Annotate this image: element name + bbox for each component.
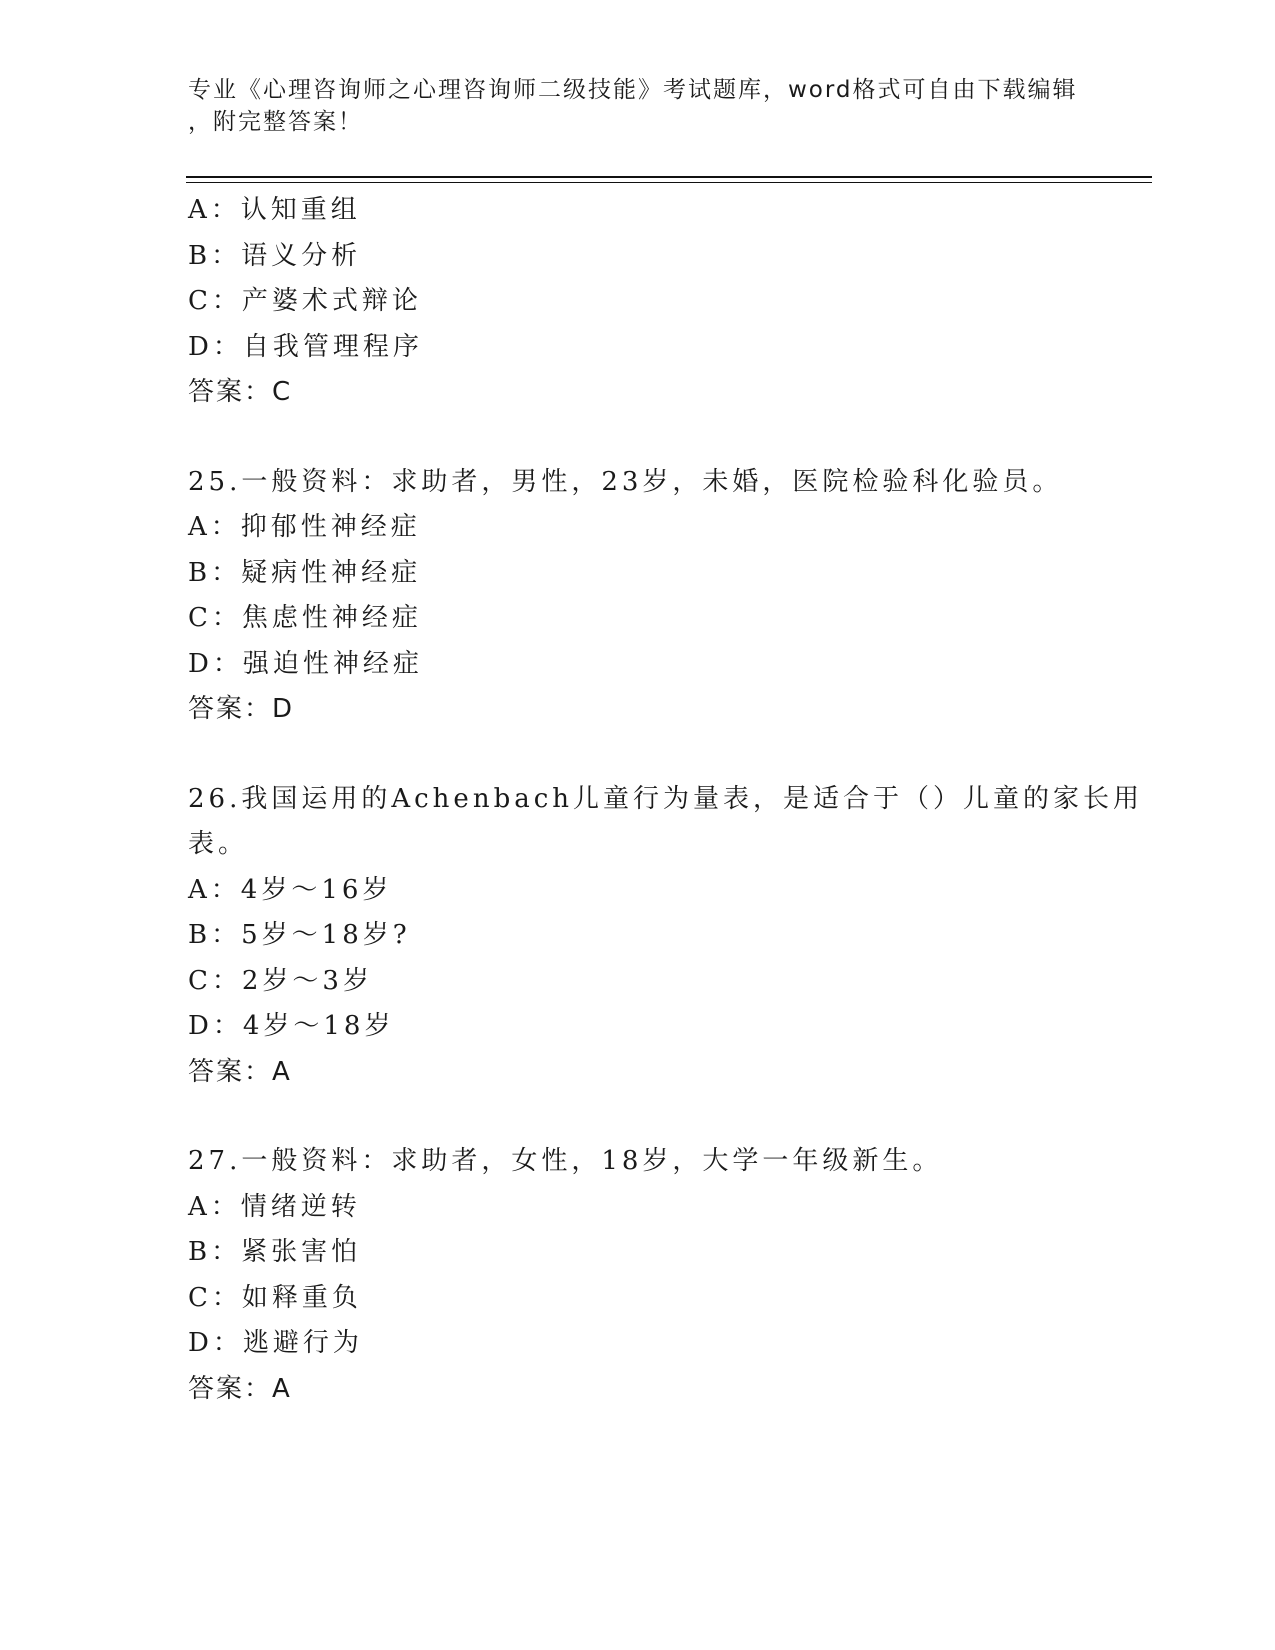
option-a: A：抑郁性神经症 (188, 512, 421, 542)
option-d: D：逃避行为 (188, 1328, 363, 1358)
header-divider-thin (186, 182, 1152, 183)
answer-line: 答案：A (188, 1373, 292, 1404)
option-b: B：5岁～18岁? (188, 920, 411, 950)
answer-line: 答案：A (188, 1056, 292, 1087)
answer-line: 答案：C (188, 377, 293, 407)
header-title-line-2: ，附完整答案！ (188, 109, 363, 135)
option-a: A：4岁～16岁 (188, 874, 393, 905)
option-c: C：产婆术式辩论 (188, 286, 422, 316)
spacer (188, 416, 1088, 460)
question-text-line-2: 表。 (188, 829, 249, 859)
answer-line: 答案：D (188, 694, 295, 724)
question-list (188, 188, 1144, 1412)
question-block-prev (188, 188, 1088, 416)
header-title-line-1: 专业《心理咨询师之心理咨询师二级技能》考试题库，word格式可自由下载编辑 (188, 77, 1078, 103)
option-a: A：认知重组 (188, 195, 361, 225)
option-b: B：紧张害怕 (188, 1237, 362, 1267)
header-divider-thick (186, 176, 1152, 178)
document-header (188, 74, 1078, 138)
question-block-25 (188, 460, 1088, 733)
spacer (188, 1095, 1088, 1139)
option-d: D：自我管理程序 (188, 331, 423, 362)
question-block-26 (188, 777, 1144, 1096)
question-text-line-1: 26.我国运用的Achenbach儿童行为量表，是适合于（）儿童的家长用 (188, 783, 1144, 814)
option-b: B：语义分析 (188, 240, 362, 271)
question-text: 27.一般资料：求助者，女性，18岁，大学一年级新生。 (188, 1146, 943, 1176)
option-b: B：疑病性神经症 (188, 557, 422, 588)
spacer (188, 733, 1088, 777)
option-c: C：焦虑性神经症 (188, 603, 422, 633)
option-d: D：强迫性神经症 (188, 648, 423, 679)
option-a: A：情绪逆转 (188, 1191, 361, 1222)
question-block-27 (188, 1139, 1088, 1412)
question-text: 25.一般资料：求助者，男性，23岁，未婚，医院检验科化验员。 (188, 466, 1063, 497)
option-c: C：2岁～3岁 (188, 965, 373, 996)
option-d: D：4岁～18岁 (188, 1011, 395, 1041)
option-c: C：如释重负 (188, 1282, 362, 1313)
